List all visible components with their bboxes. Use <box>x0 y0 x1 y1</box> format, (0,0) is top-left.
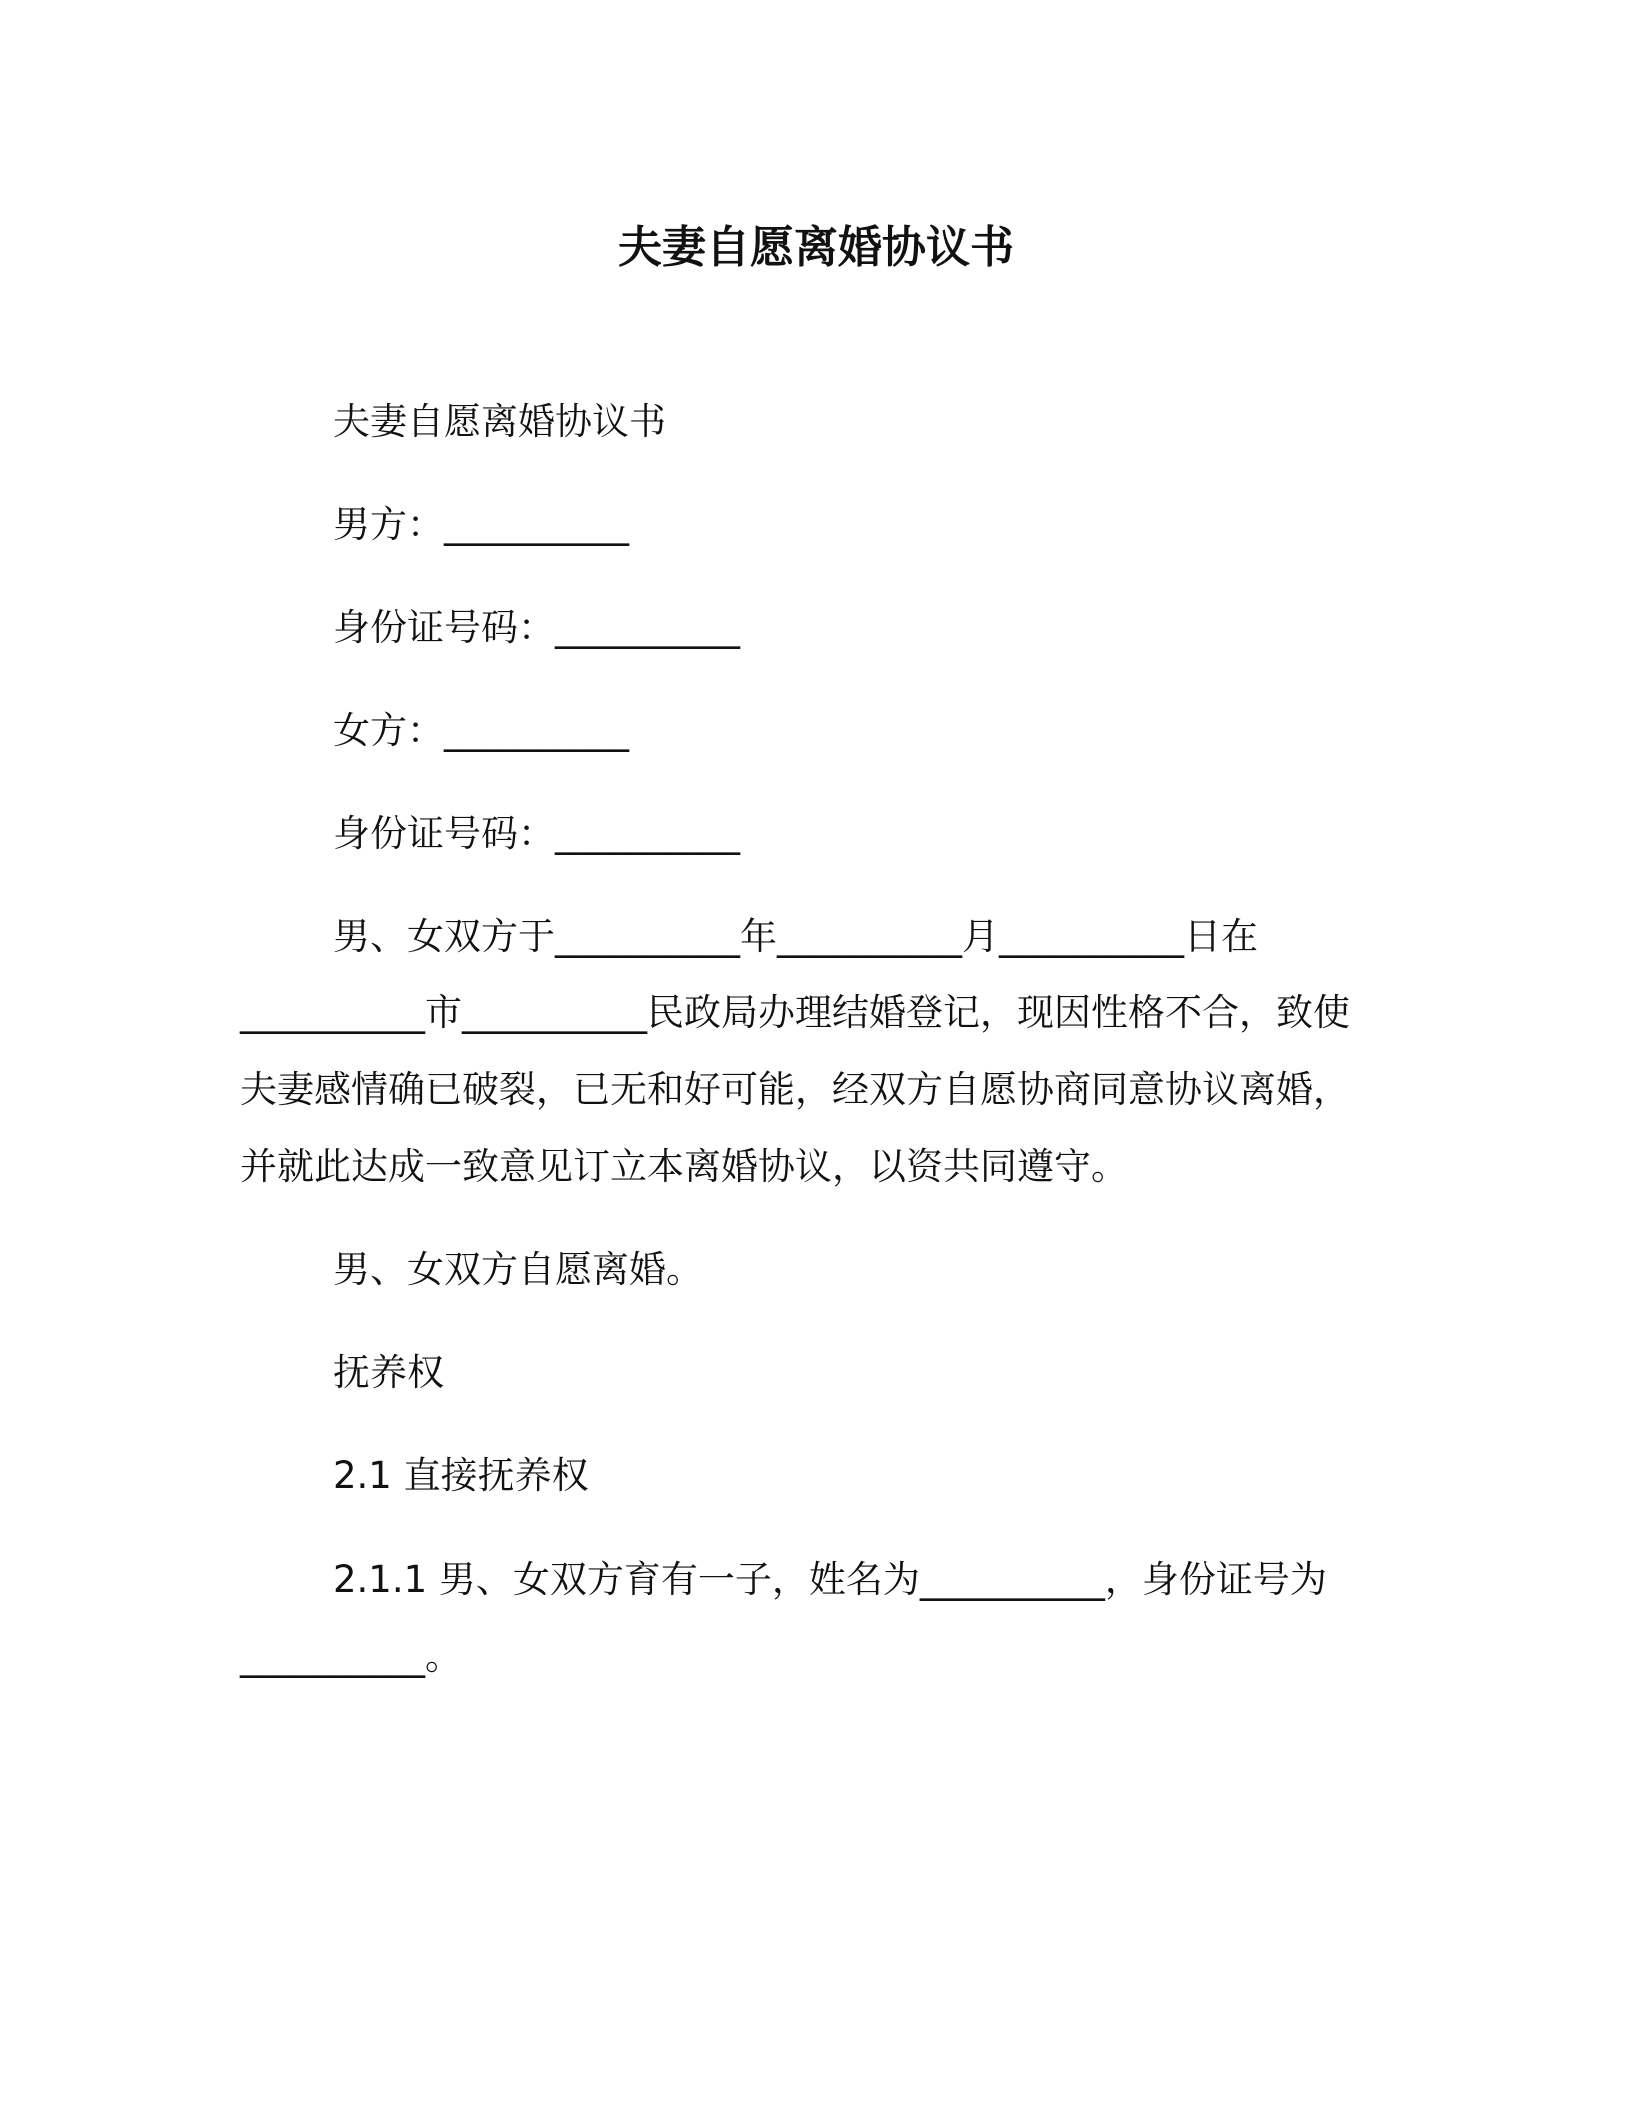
direct-custody-heading: 2.1 直接抚养权 <box>333 1454 589 1497</box>
child-paragraph-line-2: __________。 <box>240 1635 462 1678</box>
child-paragraph-line-1: 2.1.1 男、女双方育有一子，姓名为__________，身份证号为 <box>333 1558 1327 1601</box>
custody-heading: 抚养权 <box>333 1351 444 1394</box>
marriage-paragraph-line-1: 男、女双方于__________年__________月__________日在 <box>333 915 1258 958</box>
male-id-field: 身份证号码：__________ <box>333 606 740 649</box>
marriage-paragraph-line-4: 并就此达成一致意见订立本离婚协议，以资共同遵守。 <box>240 1145 1128 1188</box>
document-title: 夫妻自愿离婚协议书 <box>618 222 1014 273</box>
male-party-field: 男方：__________ <box>333 503 629 546</box>
voluntary-divorce-paragraph: 男、女双方自愿离婚。 <box>333 1248 703 1291</box>
marriage-paragraph-line-2: __________市__________民政局办理结婚登记，现因性格不合，致使 <box>240 991 1350 1034</box>
subtitle-paragraph: 夫妻自愿离婚协议书 <box>333 400 666 443</box>
female-id-field: 身份证号码：__________ <box>333 812 740 855</box>
female-party-field: 女方：__________ <box>333 709 629 752</box>
marriage-paragraph-line-3: 夫妻感情确已破裂，已无和好可能，经双方自愿协商同意协议离婚， <box>240 1068 1350 1111</box>
